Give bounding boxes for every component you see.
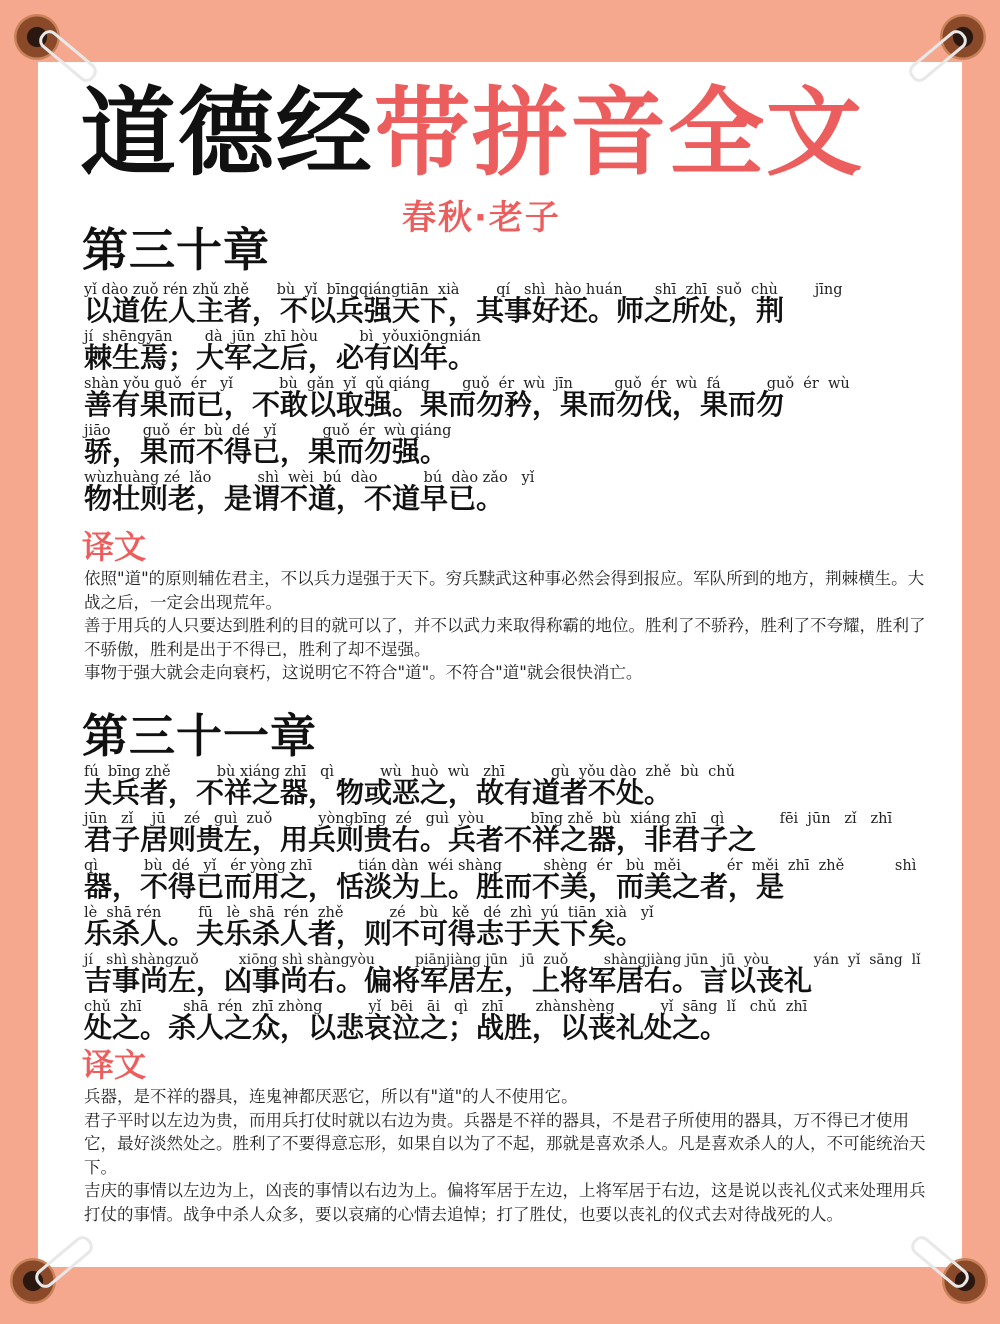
translation-label-30: 译文 bbox=[82, 528, 147, 566]
pinyin-line: qì bù dé yǐ ér yòng zhī tián dàn wéi shàng shèng ér bù měi ér měi zhī zhě shì bbox=[84, 858, 917, 874]
pinyin-line: jí shēngyān dà jūn zhī hòu bì yǒuxiōngnián bbox=[84, 329, 481, 345]
title-red: 带拼音全文 bbox=[374, 77, 864, 189]
translation-paragraph: 事物于强大就会走向衰朽，这说明它不符合"道"。不符合"道"就会很快消亡。 bbox=[84, 663, 643, 682]
hanzi-line: 处之。杀人之众，以悲哀泣之；战胜，以丧礼处之。 bbox=[84, 1011, 729, 1044]
chapter-30-text bbox=[84, 281, 924, 516]
pinyin-line: chǔ zhī shā rén zhī zhòng yǐ bēi āi qì zhī zhànshèng yǐ sāng lǐ chǔ zhī bbox=[84, 999, 808, 1015]
hanzi-line: 以道佐人主者，不以兵强天下，其事好还。师之所处，荆 bbox=[84, 294, 785, 327]
pinyin-line: jiāo guǒ ér bù dé yǐ guǒ ér wù qiáng bbox=[84, 423, 452, 439]
hanzi-line: 吉事尚左，凶事尚右。偏将军居左，上将军居右。言以丧礼 bbox=[84, 964, 813, 997]
pinyin-line: lè shā rén fū lè shā rén zhě zé bù kě dé zhì yú tiān xià yǐ bbox=[84, 905, 654, 921]
text-line bbox=[84, 281, 924, 328]
text-line bbox=[84, 904, 924, 951]
text-line bbox=[84, 998, 924, 1045]
translation-paragraph: 兵器，是不祥的器具，连鬼神都厌恶它，所以有"道"的人不使用它。 bbox=[84, 1087, 578, 1106]
hanzi-line: 棘生焉；大军之后，必有凶年。 bbox=[84, 341, 477, 374]
pinyin-line: jūn zǐ jū zé guì zuǒ yòngbīng zé guì yòu bīng zhě bù xiáng zhī qì fēi jūn zǐ zhī bbox=[84, 811, 893, 827]
chapter-31-heading: 第三十一章 bbox=[82, 709, 317, 763]
pinyin-line: jí shì shàngzuǒ xiōng shì shàngyòu piānjiàng jūn jū zuǒ shàngjiàng jūn jū yòu yán yǐ sāng lǐ bbox=[84, 952, 921, 968]
text-line bbox=[84, 857, 924, 904]
translation-paragraph: 吉庆的事情以左边为上，凶丧的事情以右边为上。偏将军居于左边，上将军居于右边，这是说以丧礼仪式来处理用兵打仗的事情。战争中杀人众多，要以哀痛的心情去追悼；打了胜仗，也要以丧礼的仪式去对待战死的人。 bbox=[84, 1181, 926, 1224]
title-black: 道德经 bbox=[80, 77, 374, 189]
page-subtitle: 春秋·老子 bbox=[402, 198, 561, 238]
text-line bbox=[84, 328, 924, 375]
hanzi-line: 骄，果而不得已，果而勿强。 bbox=[84, 435, 449, 468]
pinyin-line: fú bīng zhě bù xiáng zhī qì wù huò wù zhī gù yǒu dào zhě bù chǔ bbox=[84, 764, 735, 780]
hanzi-line: 器，不得已而用之，恬淡为上。胜而不美，而美之者，是 bbox=[84, 870, 785, 903]
hanzi-line: 善有果而已，不敢以取强。果而勿矜，果而勿伐，果而勿 bbox=[84, 388, 785, 421]
hanzi-line: 夫兵者，不祥之器，物或恶之，故有道者不处。 bbox=[84, 776, 673, 809]
hanzi-line: 乐杀人。夫乐杀人者，则不可得志于天下矣。 bbox=[84, 917, 645, 950]
text-line bbox=[84, 422, 924, 469]
translation-paragraph: 善于用兵的人只要达到胜利的目的就可以了，并不以武力来取得称霸的地位。胜利了不骄矜，胜利了不夸耀，胜利了不骄傲，胜利是出于不得已，胜利了却不逞强。 bbox=[84, 616, 926, 659]
pinyin-line: yǐ dào zuǒ rén zhǔ zhě bù yǐ bīngqiángtiān xià qí shì hào huán shī zhī suǒ chù jīng bbox=[84, 282, 843, 298]
hanzi-line: 君子居则贵左，用兵则贵右。兵者不祥之器，非君子之 bbox=[84, 823, 757, 856]
translation-label-31: 译文 bbox=[82, 1046, 147, 1084]
translation-30 bbox=[84, 567, 932, 685]
text-line bbox=[84, 469, 924, 516]
translation-31 bbox=[84, 1085, 932, 1226]
page-title bbox=[80, 78, 864, 188]
text-line bbox=[84, 375, 924, 422]
hanzi-line: 物壮则老，是谓不道，不道早已。 bbox=[84, 482, 505, 515]
text-line bbox=[84, 810, 924, 857]
translation-paragraph: 君子平时以左边为贵，而用兵打仗时就以右边为贵。兵器是不祥的器具，不是君子所使用的器具，万不得已才使用它，最好淡然处之。胜利了不要得意忘形，如果自以为了不起，那就是喜欢杀人。凡是喜欢杀人的人，不可能统治天下。 bbox=[84, 1110, 926, 1177]
text-line bbox=[84, 951, 924, 998]
chapter-30-heading: 第三十章 bbox=[82, 223, 270, 277]
pinyin-line: shàn yǒu guǒ ér yǐ bù gǎn yǐ qǔ qiáng guǒ ér wù jīn guǒ ér wù fá guǒ ér wù bbox=[84, 376, 850, 392]
pinyin-line: wùzhuàng zé lǎo shì wèi bú dào bú dào zǎo yǐ bbox=[84, 470, 535, 486]
text-line bbox=[84, 763, 924, 810]
chapter-31-text bbox=[84, 763, 924, 1045]
translation-paragraph: 依照"道"的原则辅佐君主，不以兵力逞强于天下。穷兵黩武这种事必然会得到报应。军队所到的地方，荆棘横生。大战之后，一定会出现荒年。 bbox=[84, 569, 925, 612]
